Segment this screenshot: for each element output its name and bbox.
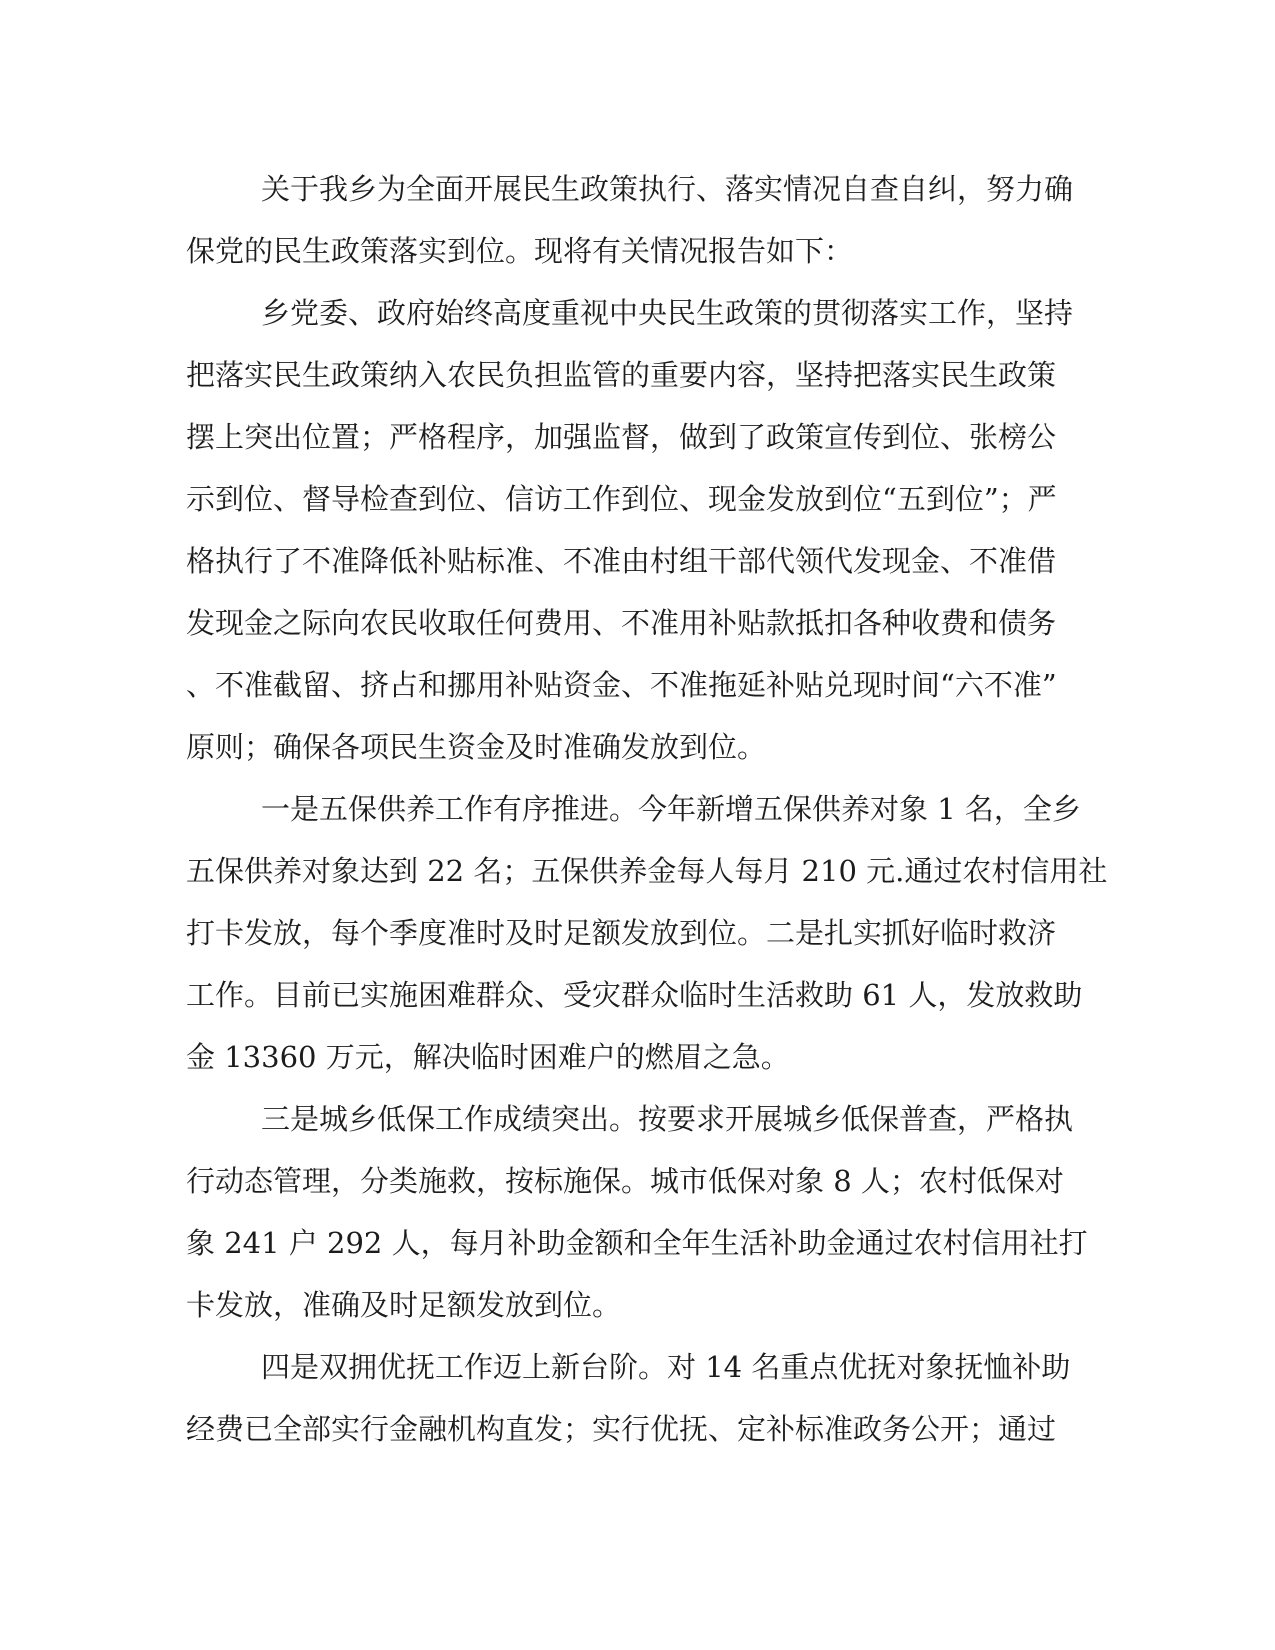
- document-body: [186, 158, 1108, 1460]
- text-line: 三是城乡低保工作成绩突出。按要求开展城乡低保普查，严格执: [261, 1102, 1074, 1136]
- text-line: 经费已全部实行金融机构直发；实行优抚、定补标准政务公开；通过: [186, 1412, 1057, 1446]
- text-line: 工作。目前已实施困难群众、受灾群众临时生活救助 61 人，发放救助: [186, 978, 1083, 1012]
- text-line: 把落实民生政策纳入农民负担监管的重要内容，坚持把落实民生政策: [186, 358, 1057, 392]
- text-line: 格执行了不准降低补贴标准、不准由村组干部代领代发现金、不准借: [186, 544, 1057, 578]
- paragraph-overview: [186, 282, 1074, 778]
- text-line: 行动态管理，分类施救，按标施保。城市低保对象 8 人；农村低保对: [186, 1164, 1064, 1198]
- text-line: 示到位、督导检查到位、信访工作到位、现金发放到位“五到位”；严: [186, 482, 1057, 516]
- paragraph-five-guarantees: [186, 778, 1108, 1088]
- paragraph-minimum-living: [186, 1088, 1088, 1336]
- text-line: 打卡发放，每个季度准时及时足额发放到位。二是扎实抓好临时救济: [186, 916, 1057, 950]
- text-line: 金 13360 万元，解决临时困难户的燃眉之急。: [186, 1040, 790, 1074]
- text-line: 、不准截留、挤占和挪用补贴资金、不准拖延补贴兑现时间“六不准”: [186, 668, 1057, 702]
- text-line: 四是双拥优抚工作迈上新台阶。对 14 名重点优抚对象抚恤补助: [261, 1350, 1071, 1384]
- text-line: 五保供养对象达到 22 名；五保供养金每人每月 210 元.通过农村信用社: [186, 854, 1108, 888]
- text-line: 乡党委、政府始终高度重视中央民生政策的贯彻落实工作，坚持: [261, 296, 1074, 330]
- text-line: 发现金之际向农民收取任何费用、不准用补贴款抵扣各种收费和债务: [186, 606, 1057, 640]
- text-line: 一是五保供养工作有序推进。今年新增五保供养对象 1 名，全乡: [261, 792, 1081, 826]
- text-line: 卡发放，准确及时足额发放到位。: [186, 1288, 622, 1322]
- text-line: 关于我乡为全面开展民生政策执行、落实情况自查自纠，努力确: [261, 172, 1074, 206]
- paragraph-military-support: [186, 1336, 1071, 1460]
- text-line: 保党的民生政策落实到位。现将有关情况报告如下：: [186, 234, 854, 268]
- paragraph-intro: [186, 158, 1074, 282]
- text-line: 摆上突出位置；严格程序，加强监督，做到了政策宣传到位、张榜公: [186, 420, 1057, 454]
- text-line: 原则；确保各项民生资金及时准确发放到位。: [186, 730, 767, 764]
- text-line: 象 241 户 292 人，每月补助金额和全年生活补助金通过农村信用社打: [186, 1226, 1088, 1260]
